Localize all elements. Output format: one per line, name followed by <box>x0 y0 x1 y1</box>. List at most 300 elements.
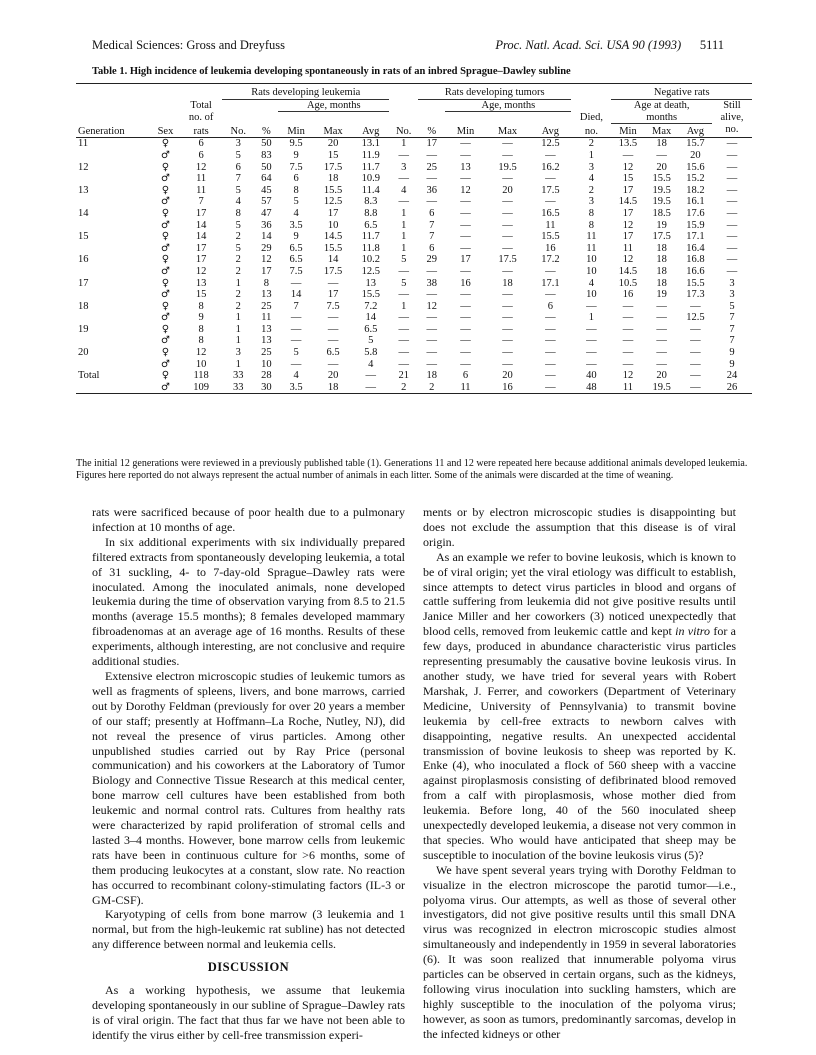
table-cell: 16 <box>545 242 556 254</box>
table-cell: — <box>460 219 471 231</box>
table-cell <box>76 243 151 255</box>
table-cell: — <box>726 149 738 161</box>
sex-symbol: ♂ <box>160 265 170 277</box>
table-cell: 6.5 <box>289 254 303 266</box>
table-cell: 3 <box>235 138 241 150</box>
table-cell: — <box>622 312 634 324</box>
table-cell: 15.5 <box>652 173 671 185</box>
table-cell: 6.5 <box>364 219 378 231</box>
table-cell: 118 <box>193 370 209 382</box>
table-cell: 17 <box>195 242 207 254</box>
table-cell: 17.3 <box>686 289 705 301</box>
table-cell: 11.7 <box>361 161 380 173</box>
paragraph: ments or by electron microscopic studies is disappointing but does not exclude the assumption that this disease is of viral origin. <box>423 505 736 549</box>
table-cell: 7 <box>293 300 299 312</box>
table-row <box>76 312 752 324</box>
table-cell: — <box>545 173 556 185</box>
table-cell: 3 <box>235 347 241 359</box>
table-cell: 17 <box>622 184 634 196</box>
table-cell: 8 <box>588 219 595 231</box>
table-cell: 9 <box>729 358 735 370</box>
table-row <box>76 278 752 290</box>
table-cell: 6 <box>293 173 299 185</box>
table-cell: 14.5 <box>618 265 638 277</box>
table-cell: — <box>398 196 409 208</box>
table-cell: — <box>690 323 701 335</box>
table-cell: 4 <box>588 277 595 289</box>
table-cell: 5.8 <box>364 347 378 359</box>
table-cell <box>76 150 151 162</box>
table-cell: — <box>726 231 738 243</box>
table-cell: 17 <box>78 277 89 289</box>
table-cell: 15 <box>327 149 339 161</box>
table-cell: 3 <box>588 196 595 208</box>
table-cell: — <box>545 312 556 324</box>
table-cell: 15.5 <box>541 231 560 243</box>
table-cell <box>76 335 151 347</box>
table-cell: 6 <box>198 149 204 161</box>
table-cell: 1 <box>401 207 407 219</box>
col-total-3: rats <box>193 125 209 137</box>
table-cell: — <box>545 289 556 301</box>
table-cell: — <box>545 347 556 359</box>
table-cell: — <box>327 358 339 370</box>
table-cell: — <box>365 381 377 393</box>
table-cell: — <box>460 300 471 312</box>
table-cell: — <box>622 335 634 347</box>
table-cell: — <box>726 196 738 208</box>
table-cell: 6 <box>235 161 241 173</box>
table-cell: 9 <box>198 312 204 324</box>
table-cell: — <box>426 335 437 347</box>
sex-symbol: ♂ <box>160 149 170 161</box>
table-cell: 83 <box>261 149 272 161</box>
table-cell: — <box>327 335 339 347</box>
table-cell: 11.4 <box>361 184 380 196</box>
sex-symbol: ♂ <box>160 219 170 231</box>
col-neg-max: Max <box>652 125 672 137</box>
table-cell: — <box>726 138 738 150</box>
table-cell: 6 <box>547 300 554 312</box>
table-cell: — <box>460 289 471 301</box>
table-cell: 18 <box>327 381 339 393</box>
table-cell: 6 <box>462 370 469 382</box>
table-cell: 6 <box>429 242 435 254</box>
table-cell: — <box>426 289 437 301</box>
table-cell: 7 <box>729 335 735 347</box>
left-column <box>92 505 405 1043</box>
col-alive-no: no. <box>725 123 739 135</box>
table-cell: 14 <box>365 312 377 324</box>
table-cell: 5 <box>235 219 241 231</box>
table-cell: 19 <box>656 219 667 231</box>
table-row <box>76 150 752 162</box>
table-cell: 1 <box>401 138 407 150</box>
table-cell: 12 <box>426 300 437 312</box>
table-cell: — <box>426 265 437 277</box>
table-cell: — <box>545 323 556 335</box>
subheader-months: months <box>611 112 712 124</box>
table-row <box>76 359 752 371</box>
table-cell: 17.6 <box>686 207 705 219</box>
table-cell: 10 <box>261 358 272 370</box>
table-cell: — <box>690 300 701 312</box>
table-cell: 12.5 <box>323 196 343 208</box>
col-leuk-pct: % <box>261 125 271 137</box>
table-cell: 1 <box>235 335 241 347</box>
table-cell: 17 <box>460 254 471 266</box>
table-cell: 109 <box>193 381 209 393</box>
header-journal-page <box>495 38 724 53</box>
table-cell: — <box>460 312 471 324</box>
table-cell: — <box>502 300 513 312</box>
paragraph: Karyotyping of cells from bone marrow (3 leukemia and 1 normal, but from the high-leukemic rat subline) has not detected any difference between normal and leukemia cells. <box>92 907 405 952</box>
table-cell: 16 <box>622 289 634 301</box>
table-cell: — <box>726 184 738 196</box>
table-cell: — <box>460 335 471 347</box>
table-cell: 17.1 <box>686 231 705 243</box>
table-cell: — <box>586 335 597 347</box>
subheader-age-leukemia: Age, months <box>278 99 389 112</box>
table-cell: — <box>327 323 339 335</box>
col-total: Total <box>190 100 212 112</box>
table-cell: 12.5 <box>686 312 705 324</box>
table-cell: — <box>656 335 667 347</box>
table-cell: 47 <box>261 207 272 219</box>
table-cell: 3.5 <box>289 381 303 393</box>
table-cell: 1 <box>588 149 595 161</box>
table-cell: — <box>622 149 634 161</box>
table-cell: 6 <box>198 138 204 150</box>
paragraph: We have spent several years trying with Dorothy Feldman to visualize in the electron microscope the parotid tumor—i.e., polyoma virus. Our attempts, as well as those of several other investigators, did not give positive results until this small DNA virus was recognized in electron microscopic studies almost simultaneously and independently in 1959 in several laboratories (6). It was soon realized that innumerable polyoma virus particles can be observed in certain organs, such as the kidneys, following virus inoculation into suckling hamsters, which are highly susceptible to the inoculation of the polyoma virus; however, as soon as tumors, predominantly sarcomas, develop in the infected kidneys or other <box>423 862 736 1041</box>
table-cell <box>76 173 151 185</box>
sex-symbol: ♀ <box>161 207 170 219</box>
table-cell: 7 <box>729 312 735 324</box>
table-cell: — <box>327 312 339 324</box>
table-cell: 1 <box>401 219 407 231</box>
page-number: 5111 <box>699 38 724 52</box>
table-cell: 14 <box>290 289 302 301</box>
table-row <box>76 266 752 278</box>
table-cell: 57 <box>261 196 272 208</box>
table-cell: 17.5 <box>323 161 343 173</box>
table-cell: 20 <box>327 138 339 150</box>
paragraph: As a working hypothesis, we assume that leukemia developing spontaneously in our subline of Sprague–Dawley rats is of viral origin. The fact that thus far we have not been able to identify the virus either by cell-free transmission experi- <box>92 983 405 1042</box>
table-cell: 18 <box>78 300 89 312</box>
table-cell <box>76 266 151 278</box>
table-cell: — <box>656 323 667 335</box>
table-cell: 14.5 <box>323 231 343 243</box>
table-cell: — <box>690 358 701 370</box>
table-cell: 17.1 <box>541 277 560 289</box>
table-cell: — <box>690 347 701 359</box>
paragraph <box>423 550 736 863</box>
table-cell: 20 <box>502 370 513 382</box>
sex-symbol: ♀ <box>161 300 170 312</box>
col-leuk-min: Min <box>287 125 305 137</box>
table-cell: 21 <box>398 370 409 382</box>
sex-symbol: ♀ <box>161 184 170 196</box>
table-cell: 13 <box>195 277 207 289</box>
table-cell: — <box>460 242 471 254</box>
table-cell: 13 <box>261 335 272 347</box>
table-cell: — <box>398 289 409 301</box>
table-cell: — <box>502 207 513 219</box>
table-cell: 33 <box>233 381 244 393</box>
table-row <box>76 254 752 266</box>
table-cell: 7.5 <box>326 300 340 312</box>
table-cell: 6 <box>429 207 435 219</box>
table-cell: 1 <box>401 242 407 254</box>
table-cell: — <box>690 335 701 347</box>
table-cell: 11.9 <box>361 149 380 161</box>
table-cell: 2 <box>235 300 241 312</box>
table-cell: — <box>726 161 738 173</box>
table-cell: 7.5 <box>289 161 303 173</box>
table-cell: — <box>545 358 556 370</box>
table-cell: 15 <box>622 173 634 185</box>
table-cell: — <box>622 347 634 359</box>
table-cell: 11.7 <box>361 231 380 243</box>
table-cell: — <box>586 358 597 370</box>
table-cell: 36 <box>261 219 272 231</box>
table-cell: — <box>622 323 634 335</box>
table-cell: 14 <box>261 231 272 243</box>
table-cell: 29 <box>426 254 437 266</box>
table-cell: — <box>290 335 302 347</box>
table-cell: 16 <box>78 254 89 266</box>
sex-symbol: ♀ <box>161 254 170 266</box>
table-cell: 14 <box>195 219 207 231</box>
table-cell: 10.9 <box>361 173 380 185</box>
table-cell: 17 <box>261 265 272 277</box>
table-cell: 15.5 <box>361 289 380 301</box>
table-row <box>76 243 752 255</box>
table-row <box>76 196 752 208</box>
table-cell: — <box>726 242 738 254</box>
text-run: for a few days, produced in abundance characteristic virus particles representing presumably the causative bovine leukosis virus. In another study, we have tried for several years with Robert Marshak, J. Ferrer, and coworkers (Department of Veterinary Medicine, University of Pennsylvania) to transmit bovine leukemia by cell-free extracts to newborn calves with disappointing, negative results. An unexpected accidental transmission of bovine leukosis to sheep was reported by K. Enke (4), who inoculated a flock of 560 sheep with a vaccine against piroplasmosis consisting of defibrinated blood removed from a calf with piroplasmosis, whose mother died from leukemia. Before long, 40 of the 560 inoculated sheep unexpectedly developed leukemia, a disease not very common in that species. Who would have anticipated that sheep may be susceptible to inoculation of the bovine leukosis virus (5)? <box>423 624 736 862</box>
table-cell: 19.5 <box>498 161 517 173</box>
table-cell: — <box>656 149 667 161</box>
table-cell: — <box>460 196 471 208</box>
table-cell: 3 <box>729 289 735 301</box>
table-row <box>76 324 752 336</box>
table-cell: — <box>545 196 556 208</box>
table-cell: 50 <box>261 138 272 150</box>
table-cell: 25 <box>426 161 437 173</box>
col-leuk-no: No. <box>230 125 246 137</box>
table-cell: 18 <box>656 265 667 277</box>
table-cell: 4 <box>293 370 299 382</box>
table-cell: 17 <box>622 207 634 219</box>
paragraph: In six additional experiments with six individually prepared filtered extracts from spontaneously developing leukemia, a total of 31 suckling, 4- to 7-day-old Sprague–Dawley rats were inoculated. Among the inoculated animals, none developed leukemia during the time of observation varying from 8.5 to 21.5 months (average 15.5 months); 8 females developed mammary fibroadenomas at an average age of 16 months. Results of these experiments, although interesting, are not conclusive and require additional studies. <box>92 534 405 669</box>
table-cell: 20 <box>502 184 513 196</box>
sex-symbol: ♀ <box>161 277 170 289</box>
table-cell: 17 <box>622 231 634 243</box>
table-cell: 12 <box>195 347 207 359</box>
table-cell: — <box>586 300 597 312</box>
sex-symbol: ♂ <box>160 358 170 370</box>
italic-term: in vitro <box>675 624 711 639</box>
table-cell: — <box>327 277 339 289</box>
table-cell: — <box>426 347 437 359</box>
table-cell: 1 <box>235 323 241 335</box>
table-cell: 18 <box>656 138 667 150</box>
table-cell: — <box>426 312 437 324</box>
table-cell: 17.5 <box>498 254 517 266</box>
table-cell: 13 <box>460 161 471 173</box>
table-cell: 17.5 <box>541 184 560 196</box>
sex-symbol: ♀ <box>161 138 170 150</box>
table-cell: 20 <box>656 161 667 173</box>
table-cell <box>76 312 151 324</box>
table-cell: — <box>460 231 471 243</box>
table-cell: — <box>398 358 409 370</box>
table-cell: — <box>398 173 409 185</box>
table-cell: 4 <box>293 207 299 219</box>
table-cell: 14 <box>327 254 339 266</box>
table-cell: 40 <box>586 370 597 382</box>
group-header-negative: Negative rats <box>611 84 752 100</box>
table-cell: 36 <box>426 184 437 196</box>
sex-symbol: ♂ <box>160 381 170 393</box>
table-cell: 17 <box>327 207 339 219</box>
table-cell: — <box>460 138 471 150</box>
table-cell: — <box>622 358 634 370</box>
table-cell: — <box>656 358 667 370</box>
table-cell: 15.5 <box>686 277 705 289</box>
table-footnote: The initial 12 generations were reviewed in a previously published table (1). Generations 11 and 12 were repeated here because additional animals developed leukemia. Figures here reported do not always represent the actual number of animals in each litter. Some of the animals were discarded at the time of weaning. <box>76 458 748 481</box>
table-cell: 17 <box>327 289 339 301</box>
table-cell <box>76 220 151 232</box>
text-run: As an example we refer to bovine leukosis, which is known to be of viral origin; yet the viral etiology was difficult to establish, since attempts to detect virus particles in blood and organs of cattle suffering from leukemia did not give positive results until Janice Miller and her coworkers (3) noticed unexpectedly that blood cells, removed from leukemic cattle and kept <box>423 549 736 639</box>
sex-symbol: ♂ <box>160 289 170 301</box>
table-cell: 11 <box>261 312 272 324</box>
col-tum-no: No. <box>395 125 412 137</box>
col-leuk-avg: Avg <box>362 125 380 137</box>
table-cell: 1 <box>588 312 595 324</box>
subheader-age-tumors: Age, months <box>445 99 571 112</box>
table-cell: — <box>460 265 471 277</box>
table-cell: — <box>502 335 513 347</box>
table-cell: 9 <box>293 149 299 161</box>
table-cell: 4 <box>588 173 595 185</box>
table-cell: 9 <box>729 347 735 359</box>
sex-symbol: ♀ <box>161 323 170 335</box>
table-cell: 16 <box>460 277 471 289</box>
table-cell: 13 <box>78 184 89 196</box>
table-cell: — <box>726 207 738 219</box>
table-cell: — <box>290 277 302 289</box>
table-cell: 3.5 <box>289 219 303 231</box>
table-cell: 8 <box>588 207 595 219</box>
table-cell: 18 <box>656 242 667 254</box>
table-cell: 12 <box>622 219 634 231</box>
table-row <box>76 301 752 313</box>
table-cell: 17.5 <box>323 265 343 277</box>
table-cell: — <box>426 173 437 185</box>
table-cell: — <box>502 149 513 161</box>
table-row <box>76 173 752 185</box>
table-cell: 7.5 <box>289 265 303 277</box>
table-cell: 5 <box>293 196 299 208</box>
table-cell: 12 <box>622 370 634 382</box>
table-cell: 15.5 <box>323 242 343 254</box>
table-cell: 18.2 <box>686 184 705 196</box>
table-cell: — <box>426 196 437 208</box>
leukemia-table <box>76 83 752 394</box>
table-cell: 17 <box>195 254 207 266</box>
table-cell: 18 <box>426 370 437 382</box>
table-cell: 11 <box>460 381 471 393</box>
table-cell: 2 <box>588 184 595 196</box>
table-cell: 19.5 <box>652 196 671 208</box>
table-row <box>76 289 752 301</box>
table-cell: 33 <box>233 370 244 382</box>
right-column <box>423 505 736 1042</box>
col-tum-pct: % <box>427 125 437 137</box>
table-row <box>76 370 752 382</box>
table-cell: — <box>426 358 437 370</box>
table-cell: 15 <box>195 289 207 301</box>
table-cell: 25 <box>261 347 272 359</box>
table-cell: 2 <box>235 231 241 243</box>
col-leuk-max: Max <box>323 125 343 137</box>
table-cell: 2 <box>588 138 595 150</box>
table-cell: 1 <box>401 300 407 312</box>
table-cell: 8 <box>235 207 241 219</box>
table-cell: — <box>398 335 409 347</box>
table-cell: 20 <box>656 370 667 382</box>
table-cell: — <box>398 312 409 324</box>
table-cell: 18 <box>502 277 513 289</box>
table-cell: 8 <box>198 300 204 312</box>
table-cell: 8.8 <box>364 207 378 219</box>
table-cell: — <box>726 254 738 266</box>
group-header-tumors: Rats developing tumors <box>418 84 571 100</box>
sex-symbol: ♂ <box>160 173 170 185</box>
table-cell: 7.2 <box>364 300 378 312</box>
sex-symbol: ♂ <box>160 242 170 254</box>
table-cell: 19.5 <box>652 381 671 393</box>
table-row <box>76 231 752 243</box>
col-neg-min: Min <box>619 125 637 137</box>
table-cell: 10.2 <box>361 254 380 266</box>
table-cell: 14 <box>78 207 89 219</box>
table-cell: — <box>586 347 597 359</box>
table-row <box>76 382 752 394</box>
table-cell: 16.8 <box>686 254 705 266</box>
table-cell: 5 <box>235 242 241 254</box>
table-cell: 7 <box>429 231 435 243</box>
table-cell: — <box>502 265 513 277</box>
table-cell: 11 <box>586 231 597 243</box>
table-cell: 12.5 <box>541 138 560 150</box>
sex-symbol: ♀ <box>161 347 170 359</box>
table-cell: — <box>426 323 437 335</box>
table-cell: Total <box>78 370 100 382</box>
table-cell: 4 <box>235 196 241 208</box>
table-cell: — <box>502 347 513 359</box>
table-cell: 12 <box>622 161 634 173</box>
table-cell: 10 <box>586 289 597 301</box>
table-cell: — <box>290 358 302 370</box>
table-cell: — <box>460 323 471 335</box>
table-row <box>76 335 752 347</box>
table-cell: 11 <box>622 381 634 393</box>
table-cell: 29 <box>261 242 272 254</box>
table-cell: — <box>622 300 634 312</box>
